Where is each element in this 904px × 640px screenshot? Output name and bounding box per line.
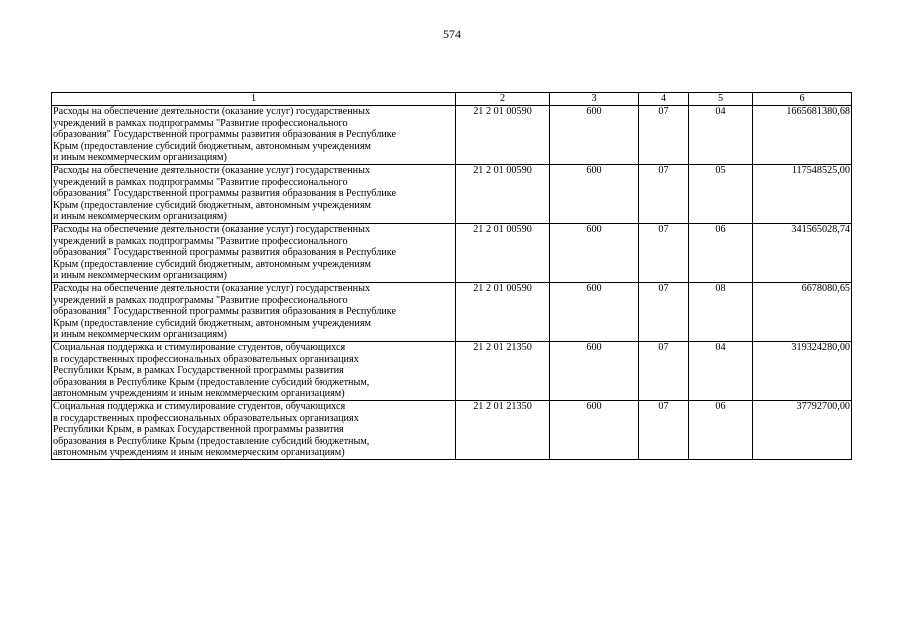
row-amount: 6678080,65 xyxy=(753,283,852,342)
row-target-code: 21 2 01 21350 xyxy=(456,342,550,401)
row-target-code: 21 2 01 00590 xyxy=(456,165,550,224)
row-target-code: 21 2 01 00590 xyxy=(456,224,550,283)
row-description: Расходы на обеспечение деятельности (оказание услуг) государственных учреждений в рамках подпрограммы "Развитие профессионального образования" Государственной программы развития образования в Республике Крым (предоставление субсидий бюджетным, автономным учреждениям и иным некоммерческим организациям) xyxy=(52,165,456,224)
table-row xyxy=(52,401,852,460)
row-expense-type: 600 xyxy=(550,283,639,342)
row-subsection: 08 xyxy=(689,283,753,342)
row-target-code: 21 2 01 00590 xyxy=(456,283,550,342)
table-row xyxy=(52,106,852,165)
row-subsection: 06 xyxy=(689,224,753,283)
row-subsection: 06 xyxy=(689,401,753,460)
column-header-3: 3 xyxy=(550,93,639,106)
row-amount: 37792700,00 xyxy=(753,401,852,460)
table-header-row xyxy=(52,93,852,106)
row-section: 07 xyxy=(639,283,689,342)
row-amount: 319324280,00 xyxy=(753,342,852,401)
table-row xyxy=(52,165,852,224)
row-expense-type: 600 xyxy=(550,165,639,224)
row-expense-type: 600 xyxy=(550,401,639,460)
row-section: 07 xyxy=(639,342,689,401)
row-subsection: 04 xyxy=(689,342,753,401)
row-description: Расходы на обеспечение деятельности (оказание услуг) государственных учреждений в рамках подпрограммы "Развитие профессионального образования" Государственной программы развития образования в Республике Крым (предоставление субсидий бюджетным, автономным учреждениям и иным некоммерческим организациям) xyxy=(52,106,456,165)
row-expense-type: 600 xyxy=(550,224,639,283)
row-target-code: 21 2 01 00590 xyxy=(456,106,550,165)
row-subsection: 05 xyxy=(689,165,753,224)
row-expense-type: 600 xyxy=(550,106,639,165)
row-subsection: 04 xyxy=(689,106,753,165)
row-amount: 1665681380,68 xyxy=(753,106,852,165)
row-section: 07 xyxy=(639,165,689,224)
row-section: 07 xyxy=(639,224,689,283)
row-description: Социальная поддержка и стимулирование студентов, обучающихся в государственных профессиональных образовательных организациях Республики Крым, в рамках Государственной программы развития образования в Республике Крым (предоставление субсидий бюджетным, автономным учреждениям и иным некоммерческим организациям) xyxy=(52,342,456,401)
row-section: 07 xyxy=(639,401,689,460)
row-expense-type: 600 xyxy=(550,342,639,401)
row-amount: 341565028,74 xyxy=(753,224,852,283)
budget-table xyxy=(51,92,852,460)
row-amount: 117548525,00 xyxy=(753,165,852,224)
column-header-5: 5 xyxy=(689,93,753,106)
column-header-4: 4 xyxy=(639,93,689,106)
column-header-2: 2 xyxy=(456,93,550,106)
row-description: Расходы на обеспечение деятельности (оказание услуг) государственных учреждений в рамках подпрограммы "Развитие профессионального образования" Государственной программы развития образования в Республике Крым (предоставление субсидий бюджетным, автономным учреждениям и иным некоммерческим организациям) xyxy=(52,283,456,342)
row-target-code: 21 2 01 21350 xyxy=(456,401,550,460)
table-row xyxy=(52,283,852,342)
table-row xyxy=(52,224,852,283)
row-description: Расходы на обеспечение деятельности (оказание услуг) государственных учреждений в рамках подпрограммы "Развитие профессионального образования" Государственной программы развития образования в Республике Крым (предоставление субсидий бюджетным, автономным учреждениям и иным некоммерческим организациям) xyxy=(52,224,456,283)
column-header-6: 6 xyxy=(753,93,852,106)
table-row xyxy=(52,342,852,401)
row-description: Социальная поддержка и стимулирование студентов, обучающихся в государственных профессиональных образовательных организациях Республики Крым, в рамках Государственной программы развития образования в Республике Крым (предоставление субсидий бюджетным, автономным учреждениям и иным некоммерческим организациям) xyxy=(52,401,456,460)
column-header-1: 1 xyxy=(52,93,456,106)
row-section: 07 xyxy=(639,106,689,165)
page-number: 574 xyxy=(443,27,461,41)
